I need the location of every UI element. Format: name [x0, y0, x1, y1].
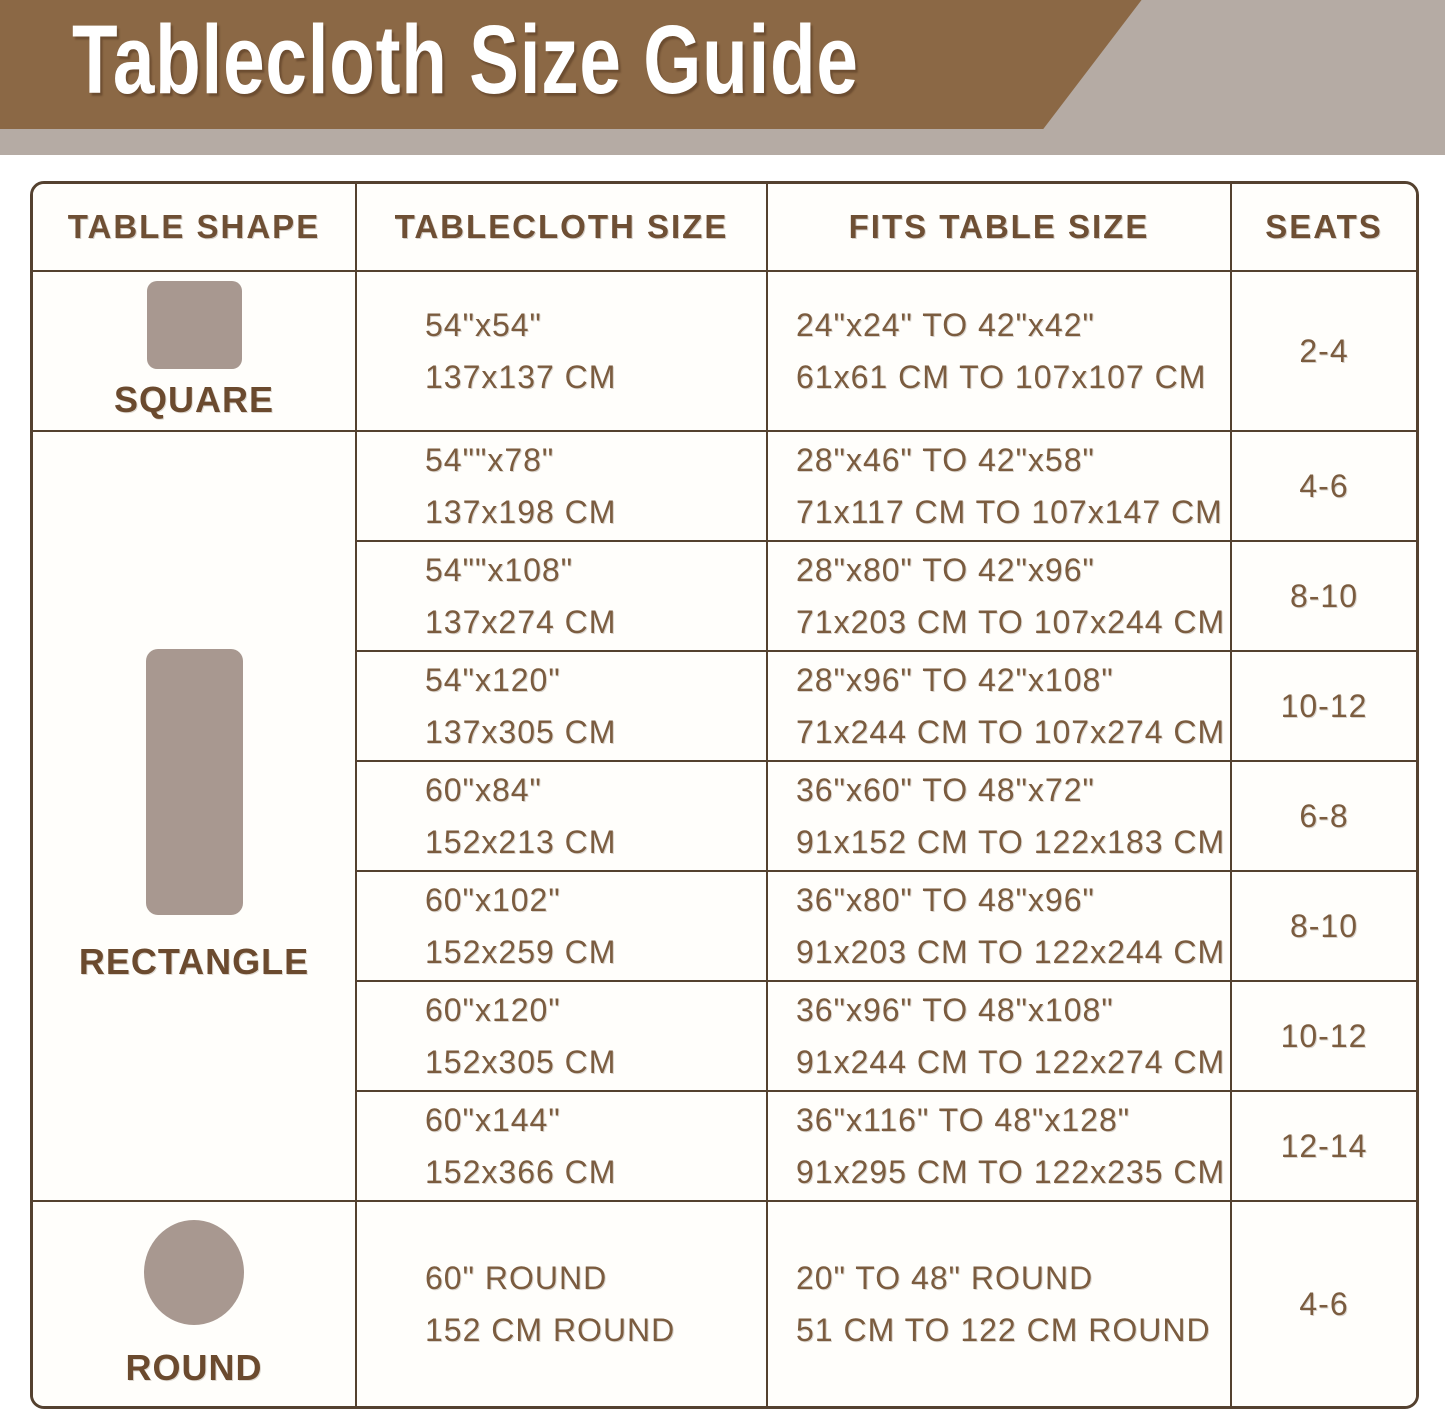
tablecloth-size-cm: 152x305 CM [425, 1044, 617, 1080]
tablecloth-size-cm: 137x198 CM [425, 494, 617, 530]
tablecloth-size-inches: 60" ROUND [425, 1260, 608, 1296]
fits-table-size-cell [768, 652, 1232, 762]
fits-size-inches: 28"x80" TO 42"x96" [796, 552, 1095, 588]
fits-size-inches: 28"x96" TO 42"x108" [796, 662, 1114, 698]
tablecloth-size-cell [357, 652, 768, 762]
tablecloth-size-cell [357, 982, 768, 1092]
seats-cell: 10-12 [1232, 652, 1416, 762]
round-shape-icon [144, 1220, 244, 1325]
fits-table-size-cell [768, 1202, 1232, 1406]
tablecloth-size-inches: 60"x84" [425, 772, 542, 808]
shape-label-square: SQUARE [113, 379, 275, 420]
fits-size-inches: 28"x46" TO 42"x58" [796, 442, 1095, 478]
fits-table-size-cell [768, 542, 1232, 652]
shape-cell-round [33, 1202, 357, 1406]
tablecloth-size-cm: 137x274 CM [425, 604, 617, 640]
seats-cell: 8-10 [1232, 542, 1416, 652]
fits-size-inches: 36"x116" TO 48"x128" [796, 1102, 1131, 1138]
shape-label-round: ROUND [125, 1346, 263, 1388]
page-title: Tablecloth Size Guide [72, 5, 859, 114]
fits-size-cm: 91x295 CM TO 122x235 CM [796, 1154, 1226, 1190]
fits-table-size-cell [768, 982, 1232, 1092]
tablecloth-size-cell [357, 272, 768, 432]
square-shape-icon [147, 281, 242, 369]
fits-size-inches: 36"x60" TO 48"x72" [796, 772, 1095, 808]
tablecloth-size-cm: 137x137 CM [425, 359, 617, 395]
tablecloth-size-cm: 152x259 CM [425, 934, 617, 970]
tablecloth-size-inches: 60"x144" [425, 1102, 561, 1138]
column-header-tablecloth-size: TABLECLOTH SIZE [357, 184, 768, 272]
fits-size-cm: 71x244 CM TO 107x274 CM [796, 714, 1226, 750]
fits-size-inches: 20" TO 48" ROUND [796, 1260, 1094, 1296]
tablecloth-size-cell [357, 1202, 768, 1406]
seats-cell: 6-8 [1232, 762, 1416, 872]
fits-size-cm: 71x203 CM TO 107x244 CM [796, 604, 1226, 640]
fits-table-size-cell [768, 1092, 1232, 1202]
hero-banner [0, 0, 1445, 156]
tablecloth-size-cm: 152x366 CM [425, 1154, 617, 1190]
tablecloth-size-cm: 137x305 CM [425, 714, 617, 750]
seats-cell: 10-12 [1232, 982, 1416, 1092]
shape-cell-square [33, 272, 357, 432]
column-header-table-shape: TABLE SHAPE [33, 184, 357, 272]
seats-cell: 2-4 [1232, 272, 1416, 432]
fits-table-size-cell [768, 272, 1232, 432]
shape-cell-rectangle [33, 432, 357, 1202]
tablecloth-size-inches: 60"x102" [425, 882, 561, 918]
tablecloth-size-inches: 54"x120" [425, 662, 561, 698]
seats-cell: 8-10 [1232, 872, 1416, 982]
fits-size-cm: 91x152 CM TO 122x183 CM [796, 824, 1226, 860]
tablecloth-size-cell [357, 872, 768, 982]
tablecloth-size-inches: 54""x78" [425, 442, 555, 478]
tablecloth-size-cm: 152 CM ROUND [425, 1312, 676, 1348]
seats-cell: 12-14 [1232, 1092, 1416, 1202]
fits-size-cm: 51 CM TO 122 CM ROUND [796, 1312, 1211, 1348]
fits-table-size-cell [768, 872, 1232, 982]
tablecloth-size-inches: 60"x120" [425, 992, 561, 1028]
column-header-seats: SEATS [1232, 184, 1416, 272]
size-guide-table [30, 181, 1419, 1409]
fits-size-inches: 24"x24" TO 42"x42" [796, 307, 1095, 343]
tablecloth-size-inches: 54"x54" [425, 307, 542, 343]
fits-size-cm: 71x117 CM TO 107x147 CM [796, 494, 1223, 530]
tablecloth-size-inches: 54""x108" [425, 552, 574, 588]
seats-cell: 4-6 [1232, 432, 1416, 542]
column-header-fits-table-size: FITS TABLE SIZE [768, 184, 1232, 272]
fits-table-size-cell [768, 432, 1232, 542]
tablecloth-size-cell [357, 762, 768, 872]
fits-size-cm: 91x203 CM TO 122x244 CM [796, 934, 1226, 970]
tablecloth-size-cell [357, 432, 768, 542]
fits-table-size-cell [768, 762, 1232, 872]
fits-size-inches: 36"x80" TO 48"x96" [796, 882, 1095, 918]
seats-cell: 4-6 [1232, 1202, 1416, 1406]
fits-size-inches: 36"x96" TO 48"x108" [796, 992, 1114, 1028]
tablecloth-size-cm: 152x213 CM [425, 824, 617, 860]
rectangle-shape-icon [146, 649, 243, 915]
shape-label-rectangle: RECTANGLE [78, 941, 310, 982]
fits-size-cm: 91x244 CM TO 122x274 CM [796, 1044, 1226, 1080]
tablecloth-size-cell [357, 1092, 768, 1202]
fits-size-cm: 61x61 CM TO 107x107 CM [796, 359, 1207, 395]
tablecloth-size-cell [357, 542, 768, 652]
